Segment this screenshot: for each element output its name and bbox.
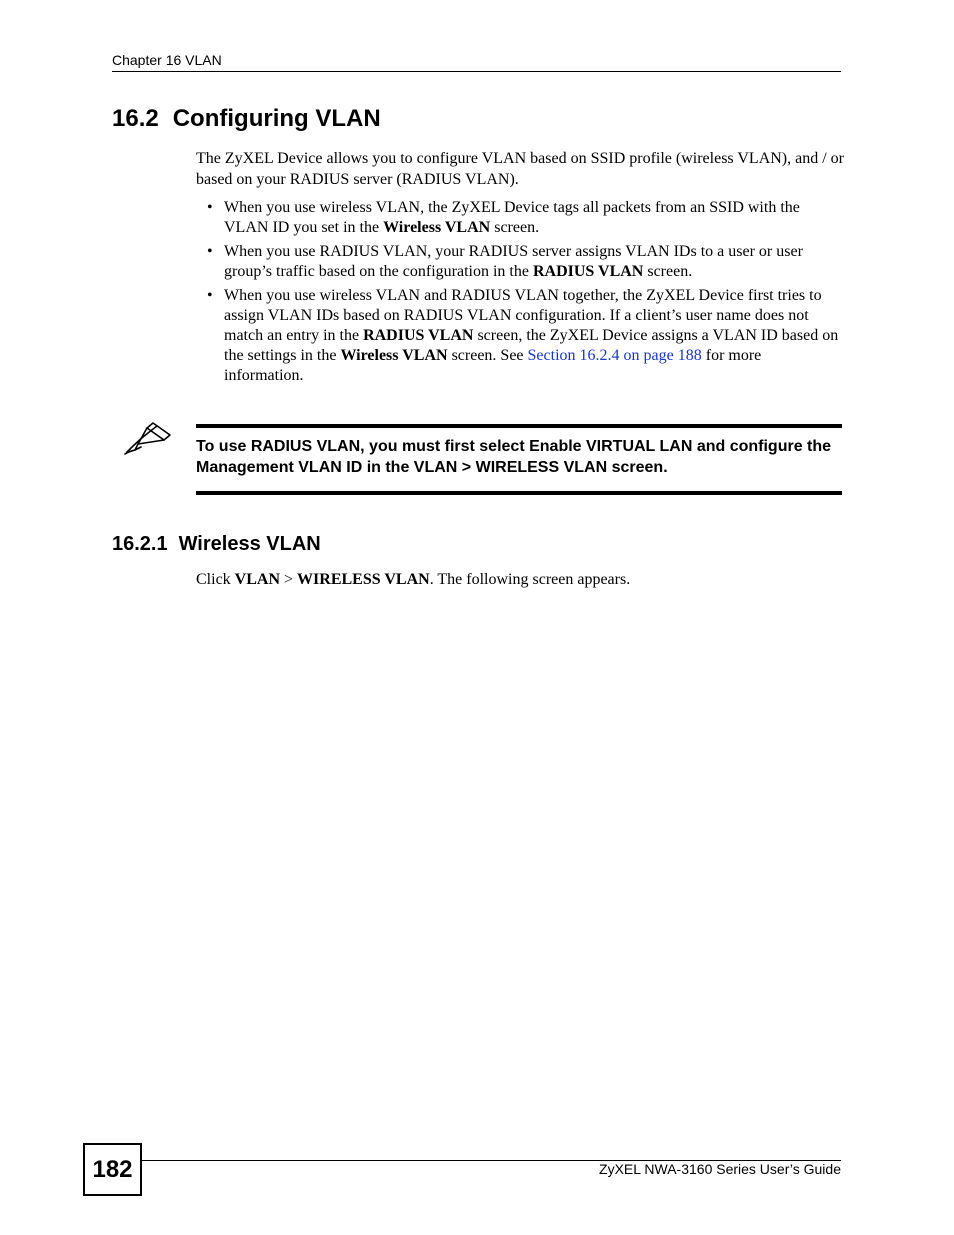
menu-name: WIRELESS VLAN [297, 571, 430, 588]
bullet-text: screen. See [447, 347, 528, 364]
subsection-title: Wireless VLAN [178, 533, 321, 555]
header-divider [112, 71, 841, 72]
bold-term: RADIUS VLAN [532, 263, 644, 280]
bold-term: RADIUS VLAN [363, 327, 474, 344]
bullet-text: screen. [643, 263, 693, 280]
footer-guide-title: ZyXEL NWA-3160 Series User’s Guide [599, 1161, 841, 1177]
click-instruction [196, 571, 630, 589]
bullet-text: When you use wireless VLAN, the ZyXEL Device tags all packets from an SSID with the VLAN ID you set in the [224, 199, 800, 236]
page-number: 182 [83, 1143, 142, 1196]
instruction-text: Click [196, 571, 235, 588]
subsection-number: 16.2.1 [112, 533, 168, 555]
note-text: To use RADIUS VLAN, you must first select Enable VIRTUAL LAN and configure the Management VLAN ID in the VLAN > WIRELESS VLAN screen. [196, 438, 832, 476]
menu-name: VLAN [234, 571, 281, 588]
bullet-text: When you use wireless VLAN and RADIUS VLAN together, the ZyXEL Device first tries to assign VLAN IDs based on RADIUS VLAN configuration. If a client’s user name does not match an entry in the [224, 287, 822, 344]
subsection-heading [112, 533, 321, 556]
section-title: Configuring VLAN [172, 105, 381, 132]
section-number: 16.2 [112, 105, 159, 132]
note-pen-icon [123, 420, 175, 456]
section-cross-reference-link[interactable]: Section 16.2.4 on page 188 [527, 347, 702, 364]
bullet-text: screen. [490, 219, 540, 236]
bullet-dot: • [207, 243, 213, 260]
bullet-text: When you use RADIUS VLAN, your RADIUS server assigns VLAN IDs to a user or user group’s traffic based on the configuration in the [224, 243, 803, 280]
list-item [196, 286, 844, 386]
bold-term: Wireless VLAN [340, 347, 448, 364]
menu-separator: > [280, 571, 298, 588]
section-heading [112, 105, 381, 133]
bullet-text: for more information. [224, 347, 762, 384]
bullet-text: screen, the ZyXEL Device assigns a VLAN ID based on the settings in the [224, 327, 839, 364]
list-item [196, 242, 844, 282]
bold-term: Wireless VLAN [383, 219, 491, 236]
intro-paragraph: The ZyXEL Device allows you to configure VLAN based on SSID profile (wireless VLAN), and / or based on your RADIUS server (RADIUS VLAN). [196, 150, 844, 188]
running-header: Chapter 16 VLAN [112, 52, 222, 68]
list-item [196, 198, 844, 238]
bullet-list [196, 198, 844, 390]
note-bottom-rule [196, 491, 842, 495]
bullet-dot: • [207, 199, 213, 216]
note-top-rule [196, 424, 842, 428]
bullet-dot: • [207, 287, 213, 304]
instruction-text: . The following screen appears. [429, 571, 631, 588]
